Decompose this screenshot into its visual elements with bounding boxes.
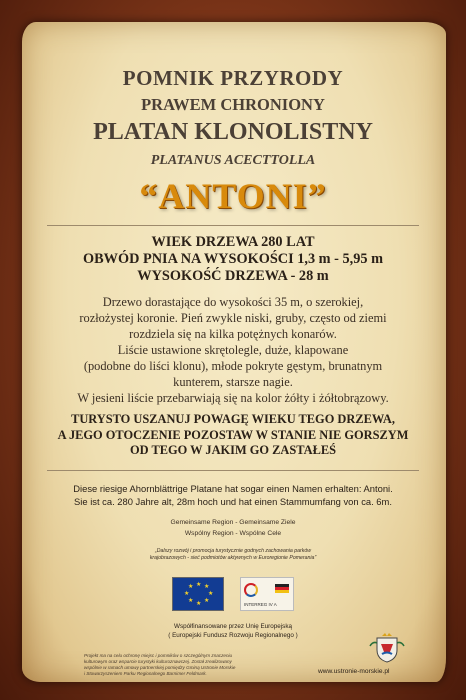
warning-line: A JEGO OTOCZENIE POZOSTAW W STANIE NIE GORSZYM	[57, 427, 409, 442]
german-line: Diese riesige Ahornblättrige Platane hat sogar einen Namen erhalten: Antoni.	[73, 482, 393, 494]
project-footnote	[84, 653, 294, 677]
warning-line: TURYSTO USZANUJ POWAGĘ WIEKU TEGO DRZEWA,	[71, 412, 395, 426]
heading-nature-monument: POMNIK PRZYRODY	[122, 66, 344, 90]
tree-description	[30, 294, 436, 406]
description-line: W jesieni liście przebarwiają się na kolor żółty i żółtobrązowy.	[77, 391, 389, 405]
german-summary	[30, 482, 436, 508]
tree-facts	[30, 234, 436, 285]
interreg-ring-icon	[244, 583, 258, 597]
description-line: kunterem, starsze nagie.	[173, 375, 293, 389]
german-flag-icon	[275, 584, 289, 593]
footnote-line: wspólnie w ramach umowy partnerskiej pomiędzy Gminą Ustronie Morskie	[84, 665, 236, 670]
divider-bottom	[47, 470, 419, 471]
description-line: rozdziela się na kilka potężnych konarów.	[129, 327, 337, 341]
warning-line: OD TEGO W JAKIM GO ZASTAŁEŚ	[130, 443, 336, 457]
fact-circumference: OBWÓD PNIA NA WYSOKOŚCI 1,3 m - 5,95 m	[83, 251, 383, 267]
description-line: Liście ustawione skrętolegle, duże, klapowane	[117, 343, 349, 357]
tree-latin-name: PLATANUS ACECTTOLLA	[150, 153, 316, 168]
interreg-logo-icon	[240, 577, 294, 611]
description-line: Drzewo dorastające do wysokości 35 m, o szerokiej,	[102, 295, 364, 309]
tree-given-name: “ANTONI”	[139, 176, 327, 216]
divider-top	[47, 225, 419, 226]
website-url: www.ustronie-morskie.pl	[318, 668, 390, 675]
footnote-line: i Stowarzyszeniem Parku Regionalnego Barnimer Feldmark.	[84, 671, 207, 676]
project-line: „Dalszy rozwój i promocja turystycznie godnych zachowania parków	[155, 547, 311, 554]
region-slogan	[30, 517, 436, 539]
heading-legally-protected: PRAWEM CHRONIONY	[141, 95, 325, 114]
description-line: (podobne do liści klonu), młode pokryte gęstym, brunatnym	[83, 359, 383, 373]
slogan-line: Wspólny Region - Wspólne Cele	[184, 529, 282, 537]
fact-height: WYSOKOŚĆ DRZEWA - 28 m	[137, 268, 329, 284]
project-line: krajobrazowych - sieć podmiotów aktywnych w Euroregionie Pomerania”	[149, 555, 317, 561]
project-title	[30, 548, 436, 563]
eu-flag-icon: ★ ★ ★ ★ ★ ★ ★ ★	[172, 577, 224, 611]
fact-age: WIEK DRZEWA 280 LAT	[151, 234, 315, 250]
slogan-line: Gemeinsame Region - Gemeinsame Ziele	[170, 518, 296, 526]
footnote-line: Projekt ma na celu ochronę miejsc i pomników o szczególnym znaczeniu	[84, 653, 233, 658]
cofinancing-line: ( Europejski Fundusz Rozwoju Regionalnego )	[168, 631, 298, 639]
tree-species-name: PLATAN KLONOLISTNY	[93, 119, 373, 145]
funding-logos	[30, 577, 436, 613]
sign-content	[30, 66, 436, 640]
footnote-line: kulturowym oraz wsparcie turystyki kulturoznawczej. Został zrealizowany	[84, 659, 232, 664]
interreg-label: INTERREG IV A	[244, 601, 277, 607]
description-line: rozłożystej koronie. Pień zwykle niski, gruby, często od ziemi	[79, 311, 387, 325]
german-line: Sie ist ca. 280 Jahre alt, 28m hoch und hat einen Stammumfang von ca. 6m.	[74, 495, 392, 507]
tourist-warning	[30, 412, 436, 459]
municipality-crest-icon	[368, 632, 406, 664]
cofinancing-line: Współfinansowane przez Unię Europejską	[174, 622, 292, 630]
